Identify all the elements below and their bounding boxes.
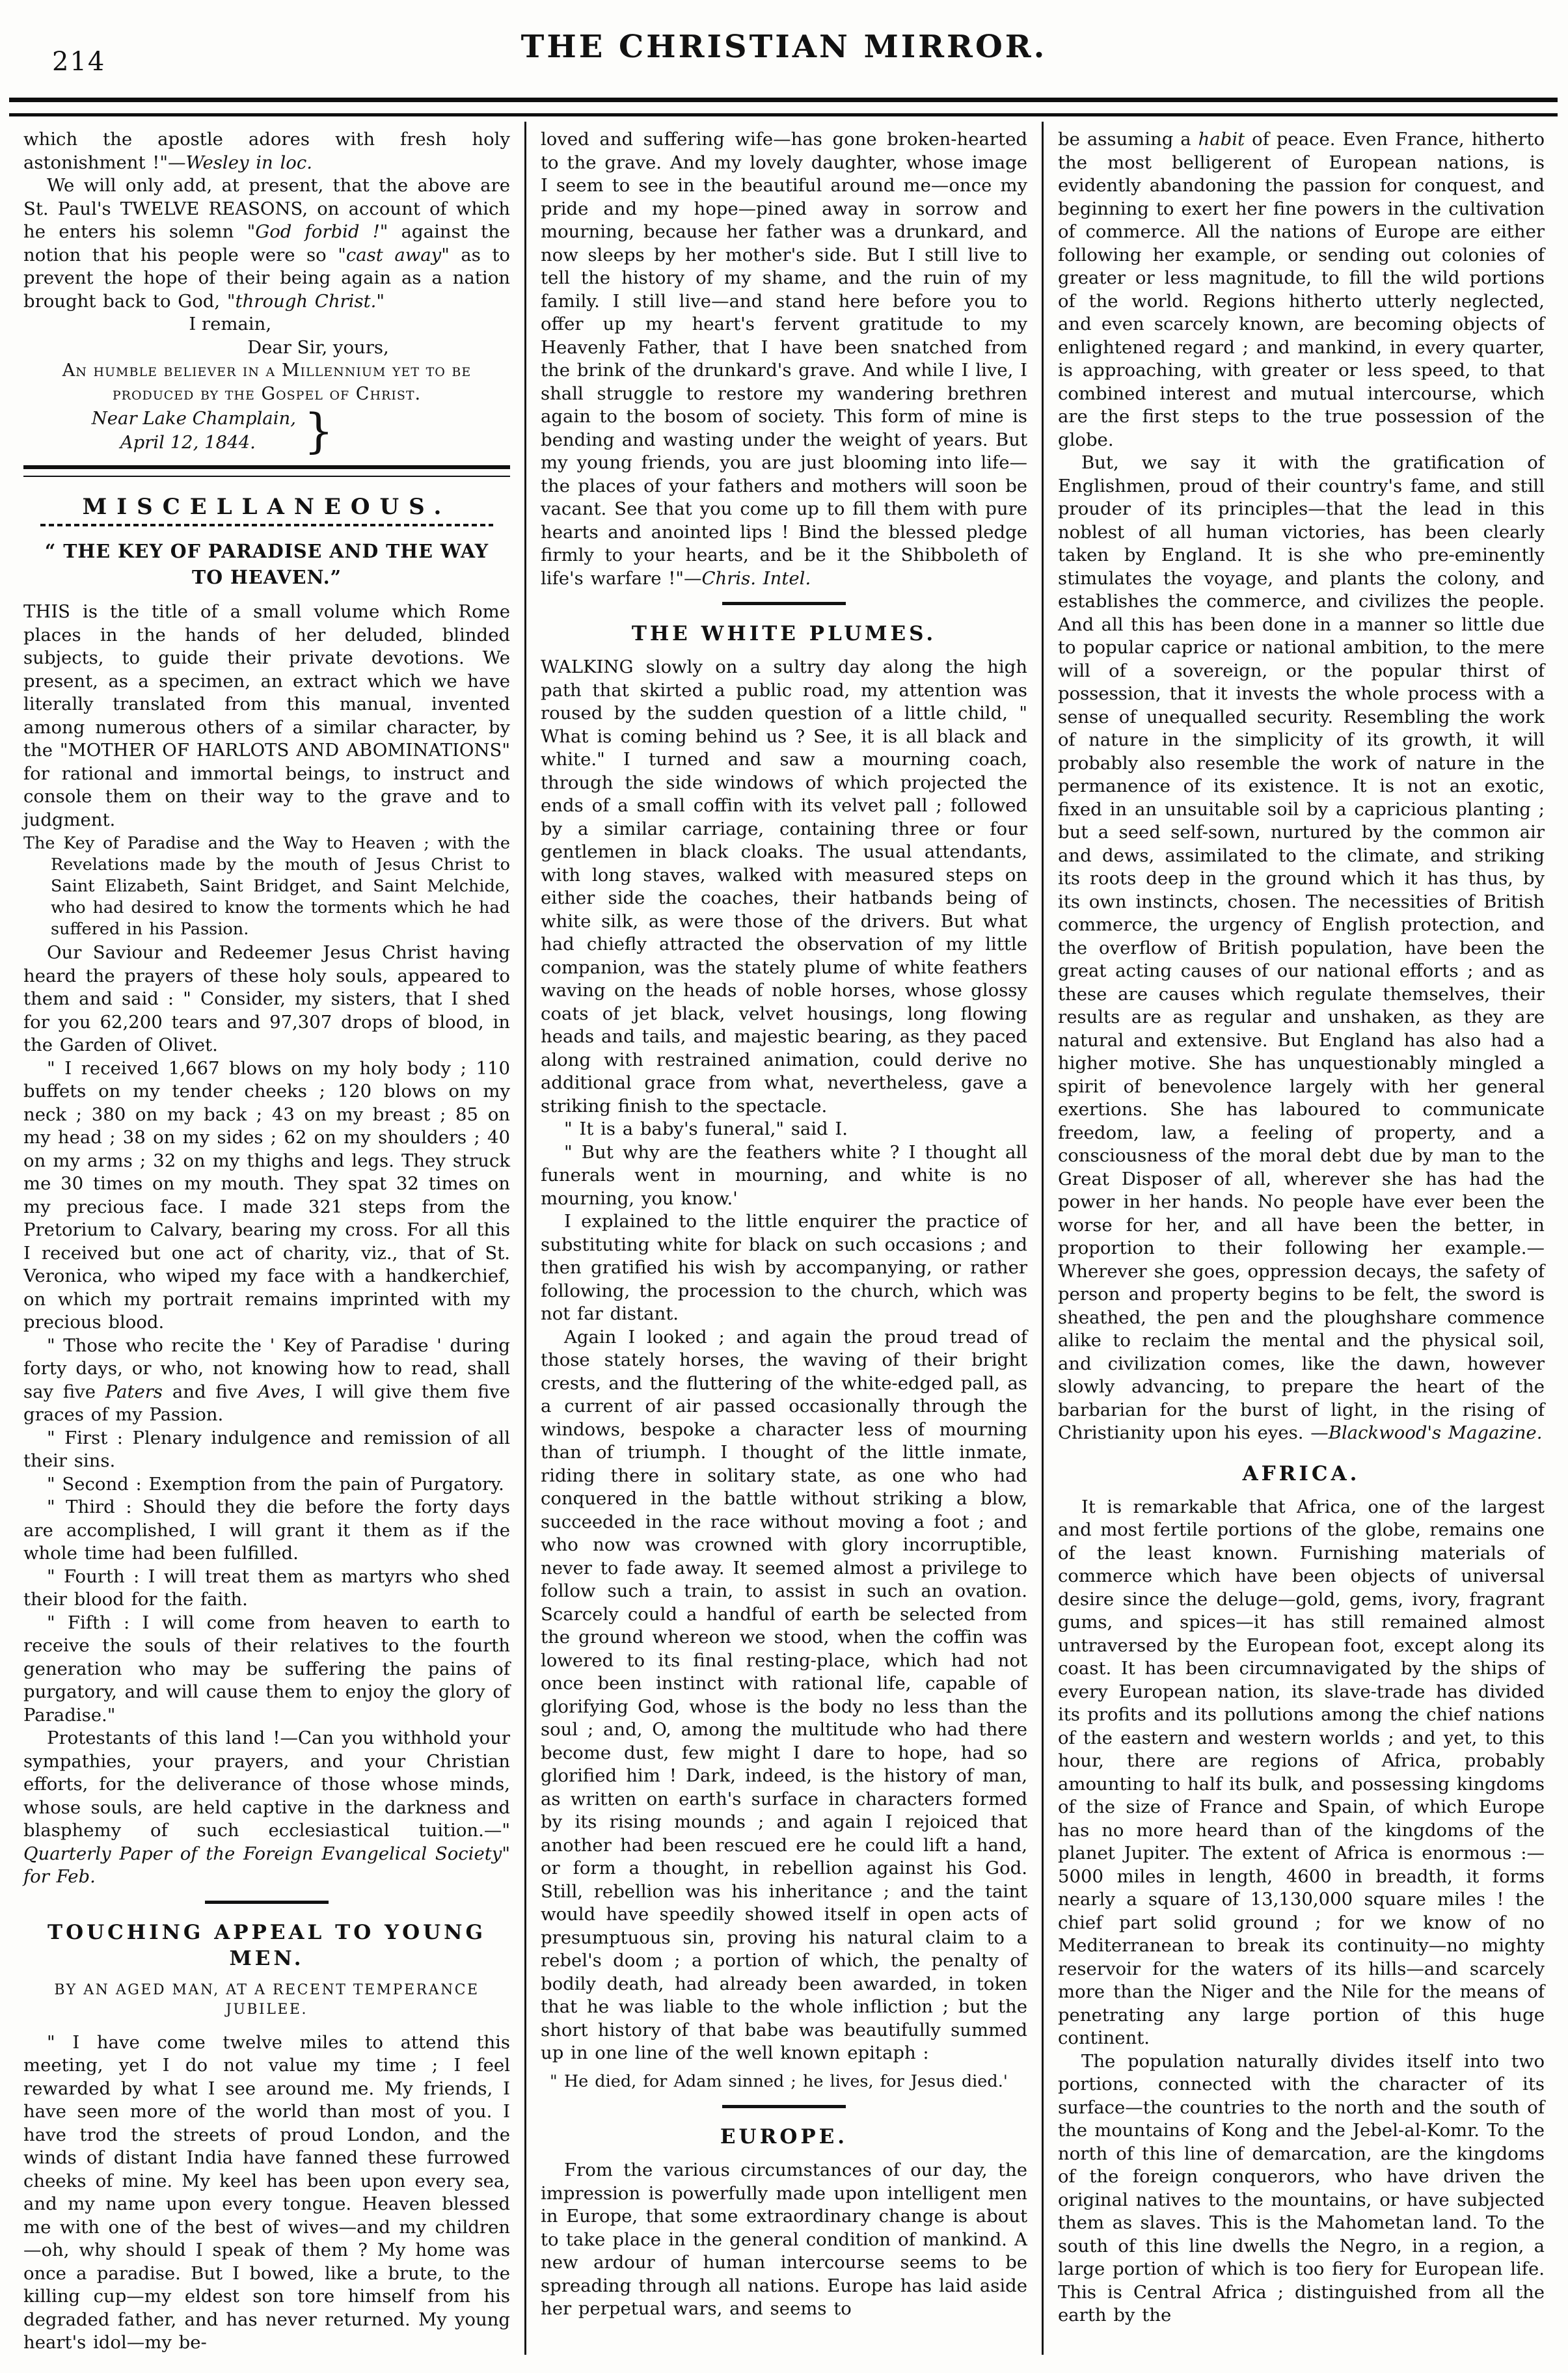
article-paragraph: WALKING slowly on a sultry day along the high path that skirted a public road, my attention was roused by the sudden question of a little child, " What is coming behind us ? See, it is all black and white." I turned and saw a mourning coach, through the side windows of which projected the ends of a small coffin with its velvet pall ; followed by a similar carriage, containing three or four gentlemen in black cloaks. The usual attendants, with long staves, walked with measured steps on either side the coaches, their hatbands being of white silk, as were those of the drivers. But what had chiefly attracted the observation of my little companion, was the stately plume of white feathers waving on the heads of noble horses, whose glossy coats of jet black, velvet housings, long flowing heads and tails, and majestic bearing, as they paced along with restrained animation, could derive no additional grace from what, nevertheless, gave a striking finish to the spectacle. [541, 657, 1027, 1117]
signature-line: Dear Sir, yours, [247, 336, 389, 358]
section-heading: THE WHITE PLUMES. [631, 622, 937, 645]
column-3 [1042, 122, 1559, 2355]
article-paragraph: " First : Plenary indulgence and remission of all their sins. [23, 1427, 510, 1471]
article-paragraph: " Fifth : I will come from heaven to earth to receive the souls of their relatives to the fourth generation who may be suffering the pains of purgatory, and will cause them to enjoy the glory of Paradise." [23, 1612, 510, 1726]
article-paragraph: " Second : Exemption from the pain of Purgatory. [47, 1473, 504, 1495]
page-number: 214 [52, 47, 106, 77]
article-paragraph: " I received 1,667 blows on my holy body ; 110 buffets on my tender cheeks ; 120 blows on my neck ; 380 on my back ; 43 on my breast ; 85 on my head ; 38 on my sides ; 62 on my shoulders ; 40 on my arms ; 32 on my thighs and legs. They struck me 30 times on my mouth. They spat 32 times on my precious face. I made 321 steps from the Pretorium to Calvary, bearing my cross. For all this I received but one act of charity, viz., that of St. Veronica, who wiped my face with a handkerchief, on which my portrait remains imprinted with my precious blood. [23, 1057, 510, 1333]
brace-glyph: } [303, 403, 334, 458]
signature-attribution: An humble believer in a Millennium yet to be produced by the Gospel of Christ. [62, 360, 472, 404]
article-title: “ THE KEY OF PARADISE AND THE WAY TO HEAVEN.” [44, 540, 489, 588]
article-paragraph: The population naturally divides itself into two portions, connected with the character of its surface—the countries to the north and the south of the mountains of Kong and the Jebel-al-Komr. To the north of this line of demarcation, are the kingdoms of the foreign conquerors, who have driven the original natives to the mountains, or have subjected them as slaves. This is the Mahometan land. To the south of this line dwells the Negro, in a region, a large portion of which is too fiery for European life. This is Central Africa ; distinguished from all the earth by the [1058, 2050, 1545, 2326]
article-paragraph: I explained to the little enquirer the practice of substituting white for black on such occasions ; and then gratified his wish by accompanying, or rather following, the procession to the church, which was not far distant. [541, 1211, 1027, 1324]
article-paragraph: From the various circumstances of our day, the impression is powerfully made upon intelligent men in Europe, that some extraordinary change is about to take place in the general condition of mankind. A new ardour of human intercourse seems to be spreading through all nations. Europe has laid aside her perpetual wars, and seems to [541, 2160, 1027, 2319]
section-heading: TOUCHING APPEAL TO YOUNG MEN. [47, 1920, 486, 1970]
page-title: THE CHRISTIAN MIRROR. [520, 29, 1048, 65]
article-paragraph: " But why are the feathers white ? I thought all funerals went in mourning, and white is no mourning, you know.' [541, 1141, 1027, 1209]
signature-line: I remain, [189, 314, 272, 334]
article-paragraph: " Fourth : I will treat them as martyrs who shed their blood for the faith. [23, 1566, 510, 1610]
section-heading: MISCELLANEOUS. [82, 494, 452, 520]
article-paragraph: " It is a baby's funeral," said I. [564, 1119, 848, 1139]
section-heading: AFRICA. [1242, 1461, 1360, 1485]
masthead [0, 0, 1568, 87]
article-paragraph: be assuming a habit of peace. Even France, hitherto the most belligerent of European nations, is evidently abandoning the passion for conquest, and beginning to exert her fine powers in the cultivation of commerce. All the nations of Europe are either following her example, or sending out colonies of greater or less magnitude, to fill the wild portions of the world. Regions hitherto utterly neglected, and even scarcely known, are becoming objects of enlightened regard ; and mankind, in every quarter, is approaching, with greater or less speed, to that combined interest and mutual intercourse, which are the first steps to the true possession of the globe. [1058, 129, 1545, 450]
article-paragraph: We will only add, at present, that the above are St. Paul's TWELVE REASONS, on account of which he enters his solemn "God forbid !" against the notion that his people were so "cast away" as to prevent the hope of their being again as a nation brought back to God, "through Christ." [23, 175, 511, 312]
section-divider [23, 465, 510, 477]
article-paragraph: which the apostle adores with fresh holy astonishment !"—Wesley in loc. [23, 129, 510, 173]
section-heading: EUROPE. [720, 2125, 848, 2149]
squiggle-rule [40, 524, 493, 526]
masthead-rule [9, 98, 1558, 116]
column-2 [524, 122, 1042, 2355]
byline: BY AN AGED MAN, AT A RECENT TEMPERANCE JUBILEE. [54, 1981, 480, 2018]
article-paragraph: THIS is the title of a small volume which Rome places in the hands of her deluded, blinded subjects, to guide their private devotions. We present, as a specimen, an extract which we have literally translated from this manual, invented among numerous others of a similar character, by the "MOTHER OF HARLOTS AND ABOMINATIONS" for rational and immortal beings, to instruct and console them on their way to the grave and to judgment. [23, 601, 510, 830]
article-paragraph: It is remarkable that Africa, one of the largest and most fertile portions of the globe, remains one of the least known. Furnishing materials of commerce which have been objects of universal desire since the deluge—gold, gems, ivory, fragrant gums, and spices—it has still remained almost untraversed by the European foot, except along its coast. It has been circumnavigated by the ships of every European nation, its slave-trade has divided its profits and its pollutions among the chief nations of the eastern and western worlds ; and yet, to this hour, there are regions of Africa, probably amounting to half its bulk, and possessing kingdoms of the size of France and Spain, of which Europe has no more heard than of the kingdoms of the planet Jupiter. The extent of Africa is enormous :—5000 miles in length, 4600 in breadth, it forms nearly a square of 13,130,000 square miles ! the chief part solid ground ; for we know of no Mediterranean to break its continuity—no mighty reservoir for the waters of its hills—and scarcely more than the Niger and the Nile for the means of penetrating any large portion of this huge continent. [1058, 1496, 1545, 2048]
article-paragraph: Our Saviour and Redeemer Jesus Christ having heard the prayers of these holy souls, appeared to them and said : " Consider, my sisters, that I shed for you 62,200 tears and 97,307 drops of blood, in the Garden of Olivet. [23, 942, 510, 1055]
article-paragraph: " Those who recite the ' Key of Paradise ' during forty days, or who, not knowing how to read, shall say five Paters and five Aves, I will give them five graces of my Passion. [23, 1335, 510, 1425]
article-paragraph: But, we say it with the gratification of Englishmen, proud of their country's fame, and still prouder of its principles—that the lead in this noblest of all human victories, has been clearly taken by England. It is she who pre-eminently stimulates the voyage, and plants the colony, and establishes the commerce, and civilizes the people. And all this has been done in a manner so little due to popular caprice or national ambition, to the mere will of a sovereign, or the popular thirst of possession, that it invests the whole process with a sense of unequalled security. Resembling the work of nature in the simplicity of its growth, it will probably also resemble the work of nature in the permanence of its existence. It is not an exotic, fixed in an unsuitable soil by a capricious planting ; but a seed self-sown, nurtured by the common air and dews, assimilated to the climate, and striking its roots deep in the ground which it has thus, by its own instincts, chosen. The necessities of British commerce, the urgency of English protection, and the overflow of British population, have been the great acting causes of our national efforts ; and as these are causes which regulate themselves, their results are as regular and unshaken, as they are natural and extensive. But England has also had a higher motive. She has unquestionably mingled a spirit of benevolence largely with her general exertions. She has laboured to communicate freedom, law, a feeling of property, and a consciousness of the moral debt due by man to the Great Disposer of all, wherever she has had the power in her hands. No people have ever been the worse for her, and all have been the better, in proportion to their following her example.— Wherever she goes, oppression decays, the safety of person and property begins to be felt, the sword is sheathed, the pen and the ploughshare commence alike to reclaim the mental and the physical soil, and civilization comes, like the dawn, however slowly advancing, to prepare the heart of the barbarian for the burst of light, in the rising of Christianity upon his eyes. —Blackwood's Magazine. [1058, 452, 1545, 1443]
column-1 [9, 122, 524, 2355]
section-divider [205, 1901, 329, 1904]
section-divider [722, 2105, 846, 2108]
article-paragraph: Protestants of this land !—Can you withhold your sympathies, your prayers, and your Christian efforts, for the deliverance of those whose minds, whose souls, are held captive in the darkness and blasphemy of such ecclesiastical tuition.—" Quarterly Paper of the Foreign Evangelical Society" for Feb. [23, 1728, 510, 1887]
section-divider [722, 602, 846, 605]
book-title-paragraph: The Key of Paradise and the Way to Heaven ; with the Revelations made by the mouth of Jesus Christ to Saint Elizabeth, Saint Bridget, and Saint Melchide, who had desired to know the torments which he had suffered in his Passion. [23, 834, 510, 939]
article-paragraph: " I have come twelve miles to attend this meeting, yet I do not value my time ; I feel rewarded by what I see around me. My friends, I have seen more of the world than most of you. I have trod the streets of proud London, and the winds of distant India have fanned these furrowed cheeks of mine. My keel has been upon every sea, and my name upon every tongue. Heaven blessed me with one of the best of wives—and my children—oh, why should I speak of them ? My home was once a paradise. But I bowed, like a brute, to the killing cup—my eldest son tore himself from his degraded father, and has never returned. My young heart's idol—my be- [23, 2031, 510, 2353]
dateline-line: April 12, 1844. [120, 432, 256, 453]
epitaph-line: " He died, for Adam sinned ; he lives, for Jesus died.' [550, 2071, 1008, 2091]
article-paragraph: loved and suffering wife—has gone broken-hearted to the grave. And my lovely daughter, whose image I seem to see in the beautiful around me—once my pride and my hope—pined away in sorrow and mourning, because her father was a drunkard, and now sleeps by her mother's side. But I still live to tell the history of my shame, and the ruin of my family. I still live—and stand here before you to offer up my heart's fervent gratitude to my Heavenly Father, that I have been snatched from the brink of the drunkard's grave. And while I live, I shall struggle to restore my wandering brethren again to the bosom of society. This form of mine is bending and wasting under the weight of years. But my young friends, you are just blooming into life—the places of your fathers and mothers will soon be vacant. See that you come up to fill them with pure hearts and anointed lips ! Bind the blessed pledge firmly to your hearts, and be it the Shibboleth of life's warfare !"—Chris. Intel. [541, 129, 1027, 589]
article-paragraph: " Third : Should they die before the forty days are accomplished, I will grant it them as if the whole time had been fulfilled. [23, 1497, 510, 1564]
article-paragraph: Again I looked ; and again the proud tread of those stately horses, the waving of their bright crests, and the fluttering of the white-edged pall, as a current of air passed occasionally through the windows, bespoke a character less of mourning than of triumph. I thought of the little inmate, riding there in solitary state, as one who had conquered in the battle without striking a blow, succeeded in the race without moving a foot ; and who now was crowned with glory incorruptible, never to fade away. It seemed almost a privilege to follow such a train, to assist in such an ovation. Scarcely could a handful of earth be selected from the ground whereon we stood, when the coffin was lowered to its final resting-place, which had not once been instinct with rational life, capable of glorifying God, whose is the body no less than the soul ; and, O, among the multitude who had there become dust, few might I dare to hope, had so glorified him ! Dark, indeed, is the history of man, as written on earth's surface in characters formed by its rising mounds ; and again I rejoiced that another had been rescued ere he could lift a hand, or form a thought, in rebellion against his God. Still, rebellion was his inheritance ; and the taint would have speedily showed itself in open acts of presumptuous sin, proving his natural claim to a rebel's doom ; a portion of which, the penalty of bodily death, had already been awarded, in token that he was liable to the whole infliction ; but the short history of that babe was beautifully summed up in one line of the well known epitaph : [541, 1326, 1027, 2063]
dateline-line: Near Lake Champlain, [91, 408, 296, 429]
dateline [23, 403, 510, 458]
columns-container [9, 122, 1559, 2355]
